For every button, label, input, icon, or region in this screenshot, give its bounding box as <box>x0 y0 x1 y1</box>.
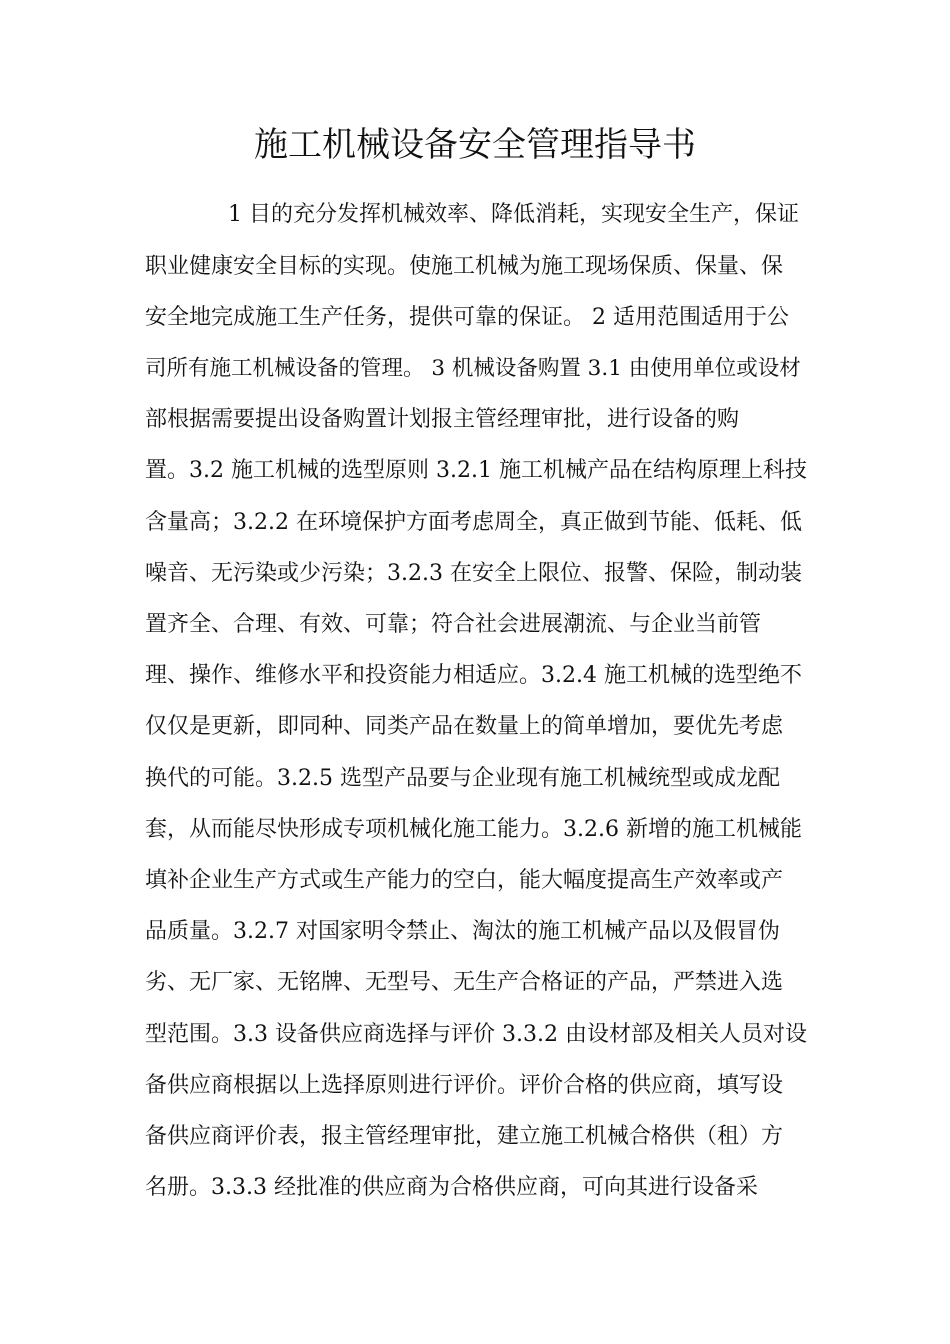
body-line: 仅仅是更新，即同种、同类产品在数量上的简单增加，要优先考虑 <box>145 714 784 739</box>
body-line: 部根据需要提出设备购置计划报主管经理审批，进行设备的购 <box>145 407 740 432</box>
body-line: 噪音、无污染或少污染；3.2.3 在安全上限位、报警、保险，制动装 <box>145 561 802 586</box>
body-line: 套，从而能尽快形成专项机械化施工能力。3.2.6 新增的施工机械能 <box>145 817 802 842</box>
body-line: 1 目的充分发挥机械效率、降低消耗，实现安全生产，保证 <box>228 202 799 227</box>
body-line: 职业健康安全目标的实现。使施工机械为施工现场保质、保量、保 <box>145 254 784 279</box>
body-line: 品质量。3.2.7 对国家明令禁止、淘汰的施工机械产品以及假冒伪 <box>145 919 780 944</box>
body-line: 换代的可能。3.2.5 选型产品要与企业现有施工机械统型或成龙配 <box>145 766 780 791</box>
body-line: 名册。3.3.3 经批准的供应商为合格供应商，可向其进行设备采 <box>145 1175 758 1200</box>
body-line: 型范围。3.3 设备供应商选择与评价 3.3.2 由设材部及相关人员对设 <box>145 1022 807 1047</box>
body-line: 含量高；3.2.2 在环境保护方面考虑周全，真正做到节能、低耗、低 <box>145 510 802 535</box>
body-line: 劣、无厂家、无铭牌、无型号、无生产合格证的产品，严禁进入选 <box>145 970 784 995</box>
body-line: 填补企业生产方式或生产能力的空白，能大幅度提高生产效率或产 <box>145 868 784 893</box>
body-line: 备供应商根据以上选择原则进行评价。评价合格的供应商，填写设 <box>145 1073 784 1098</box>
body-line: 备供应商评价表，报主管经理审批，建立施工机械合格供（租）方 <box>145 1124 784 1149</box>
document-title: 施工机械设备安全管理指导书 <box>254 125 696 165</box>
body-line: 理、操作、维修水平和投资能力相适应。3.2.4 施工机械的选型绝不 <box>145 663 802 688</box>
body-line: 安全地完成施工生产任务，提供可靠的保证。 2 适用范围适用于公 <box>145 305 789 330</box>
body-line: 置。3.2 施工机械的选型原则 3.2.1 施工机械产品在结构原理上科技 <box>145 458 807 483</box>
body-line: 置齐全、合理、有效、可靠；符合社会进展潮流、与企业当前管 <box>145 612 762 637</box>
body-line: 司所有施工机械设备的管理。 3 机械设备购置 3.1 由使用单位或设材 <box>145 356 801 381</box>
